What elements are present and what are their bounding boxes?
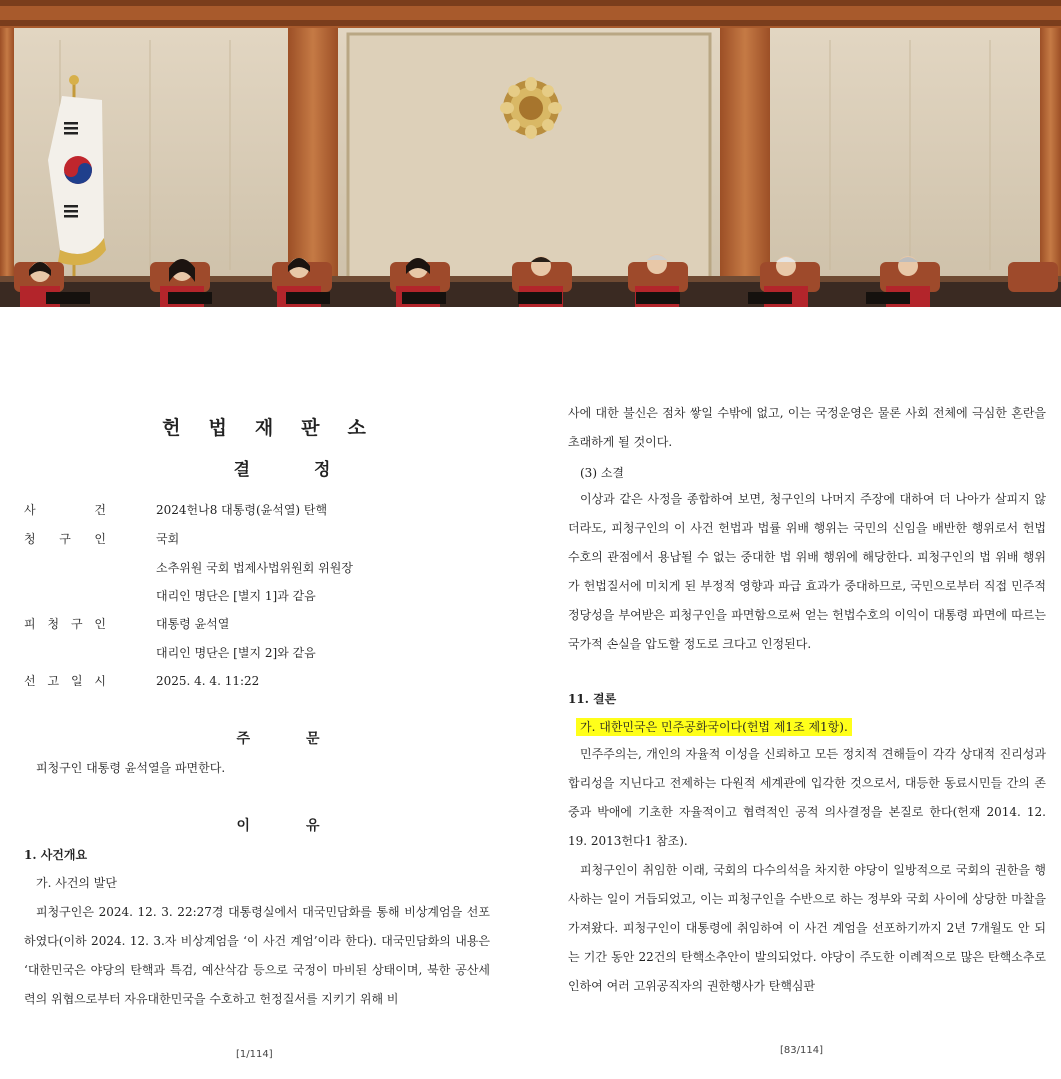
section-heading: 1. 사건개요 (24, 848, 88, 862)
page-number: [83/114] (780, 1045, 823, 1056)
info-value: 2024헌나8 대통령(윤석열) 탄핵 (156, 503, 328, 517)
info-label-date: 선 고 일 시 (24, 674, 106, 688)
info-label-respondent: 피 청 구 인 (24, 617, 106, 631)
info-label-petitioner: 청 구 인 (24, 532, 106, 546)
courtroom-photo (0, 0, 1061, 307)
reason-heading: 이유 (236, 818, 376, 834)
order-text: 피청구인 대통령 윤석열을 파면한다. (36, 761, 226, 775)
subsection-heading: 가. 사건의 발단 (36, 876, 117, 890)
info-value: 2025. 4. 4. 11:22 (156, 674, 260, 688)
body-paragraph: 민주주의는, 개인의 자율적 이성을 신뢰하고 모든 정치적 견해들이 각각 상대적 진리성과 합리성을 지닌다고 전제하는 다원적 세계관에 입각한 것으로서, 대등한 동료시민들 간의 존중과 박애에 기초한 자율적이고 협력적인 공적 의사결정을 본질로 한다(헌재 2014. 12. 19. 2013헌다1 참조). (568, 747, 1046, 848)
info-label-case: 사 건 (24, 503, 106, 517)
decision-page-83 (540, 307, 1061, 1079)
highlighted-text (576, 717, 852, 737)
body-paragraph: 피청구인은 2024. 12. 3. 22:27경 대통령실에서 대국민담화를 통해 비상계엄을 선포하였다(이하 2024. 12. 3.자 비상계엄을 ‘이 사건 계엄’이라 한다). 대국민담화의 내용은 ‘대한민국은 야당의 탄핵과 특검, 예산삭감 등으로 국정이 마비된 상태이며, 북한 공산세력의 위협으로부터 자유대한민국을 수호하고 헌정질서를 지키기 위해 비 (24, 905, 490, 1006)
info-value: 대리인 명단은 [별지 2]와 같음 (156, 646, 316, 660)
subsection-heading: (3) 소결 (580, 466, 624, 480)
body-paragraph: 사에 대한 불신은 점차 쌓일 수밖에 없고, 이는 국정운영은 물론 사회 전체에 극심한 혼란을 초래하게 될 것이다. (568, 406, 1046, 449)
info-value: 대통령 윤석열 (156, 617, 230, 631)
order-heading: 주문 (236, 731, 376, 747)
highlight-mark: 가. 대한민국은 민주공화국이다(헌법 제1조 제1항). (576, 718, 852, 736)
body-paragraph: 피청구인이 취임한 이래, 국회의 다수의석을 차지한 야당이 일방적으로 국회의 권한을 행사하는 일이 거듭되었고, 이는 피청구인을 수반으로 하는 정부와 국회 사이에 상당한 마찰을 가져왔다. 피청구인이 대통령에 취임하여 이 사건 계엄을 선포하기까지 2년 7개월도 안 되는 기간 동안 22건의 탄핵소추안이 발의되었다. 야당이 주도한 이례적으로 많은 탄핵소추로 인하여 여러 고위공직자의 권한행사가 탄핵심판 (568, 863, 1046, 993)
document-type: 결정 (233, 460, 395, 480)
info-value: 대리인 명단은 [별지 1]과 같음 (156, 589, 316, 603)
page-number: [1/114] (236, 1049, 273, 1060)
decision-page-1 (0, 307, 500, 1079)
info-value: 소추위원 국회 법제사법위원회 위원장 (156, 561, 353, 575)
court-title: 헌법재판소 (162, 417, 394, 439)
body-paragraph: 이상과 같은 사정을 종합하여 보면, 청구인의 나머지 주장에 대하여 더 나아가 살피지 않더라도, 피청구인의 이 사건 헌법과 법률 위배 행위는 국민의 신임을 배반한 행위로서 헌법수호의 관점에서 용납될 수 없는 중대한 법 위배 행위에 해당한다. 피청구인의 법 위배 행위가 헌법질서에 미치게 된 부정적 영향과 파급 효과가 중대하므로, 국민으로부터 직접 민주적 정당성을 부여받은 피청구인을 파면함으로써 얻는 헌법수호의 이익이 대통령 파면에 따르는 국가적 손실을 압도할 정도로 크다고 인정된다. (568, 492, 1046, 651)
section-heading: 11. 결론 (568, 692, 617, 706)
info-value: 국회 (156, 532, 180, 546)
courtroom-illustration (0, 0, 1061, 307)
